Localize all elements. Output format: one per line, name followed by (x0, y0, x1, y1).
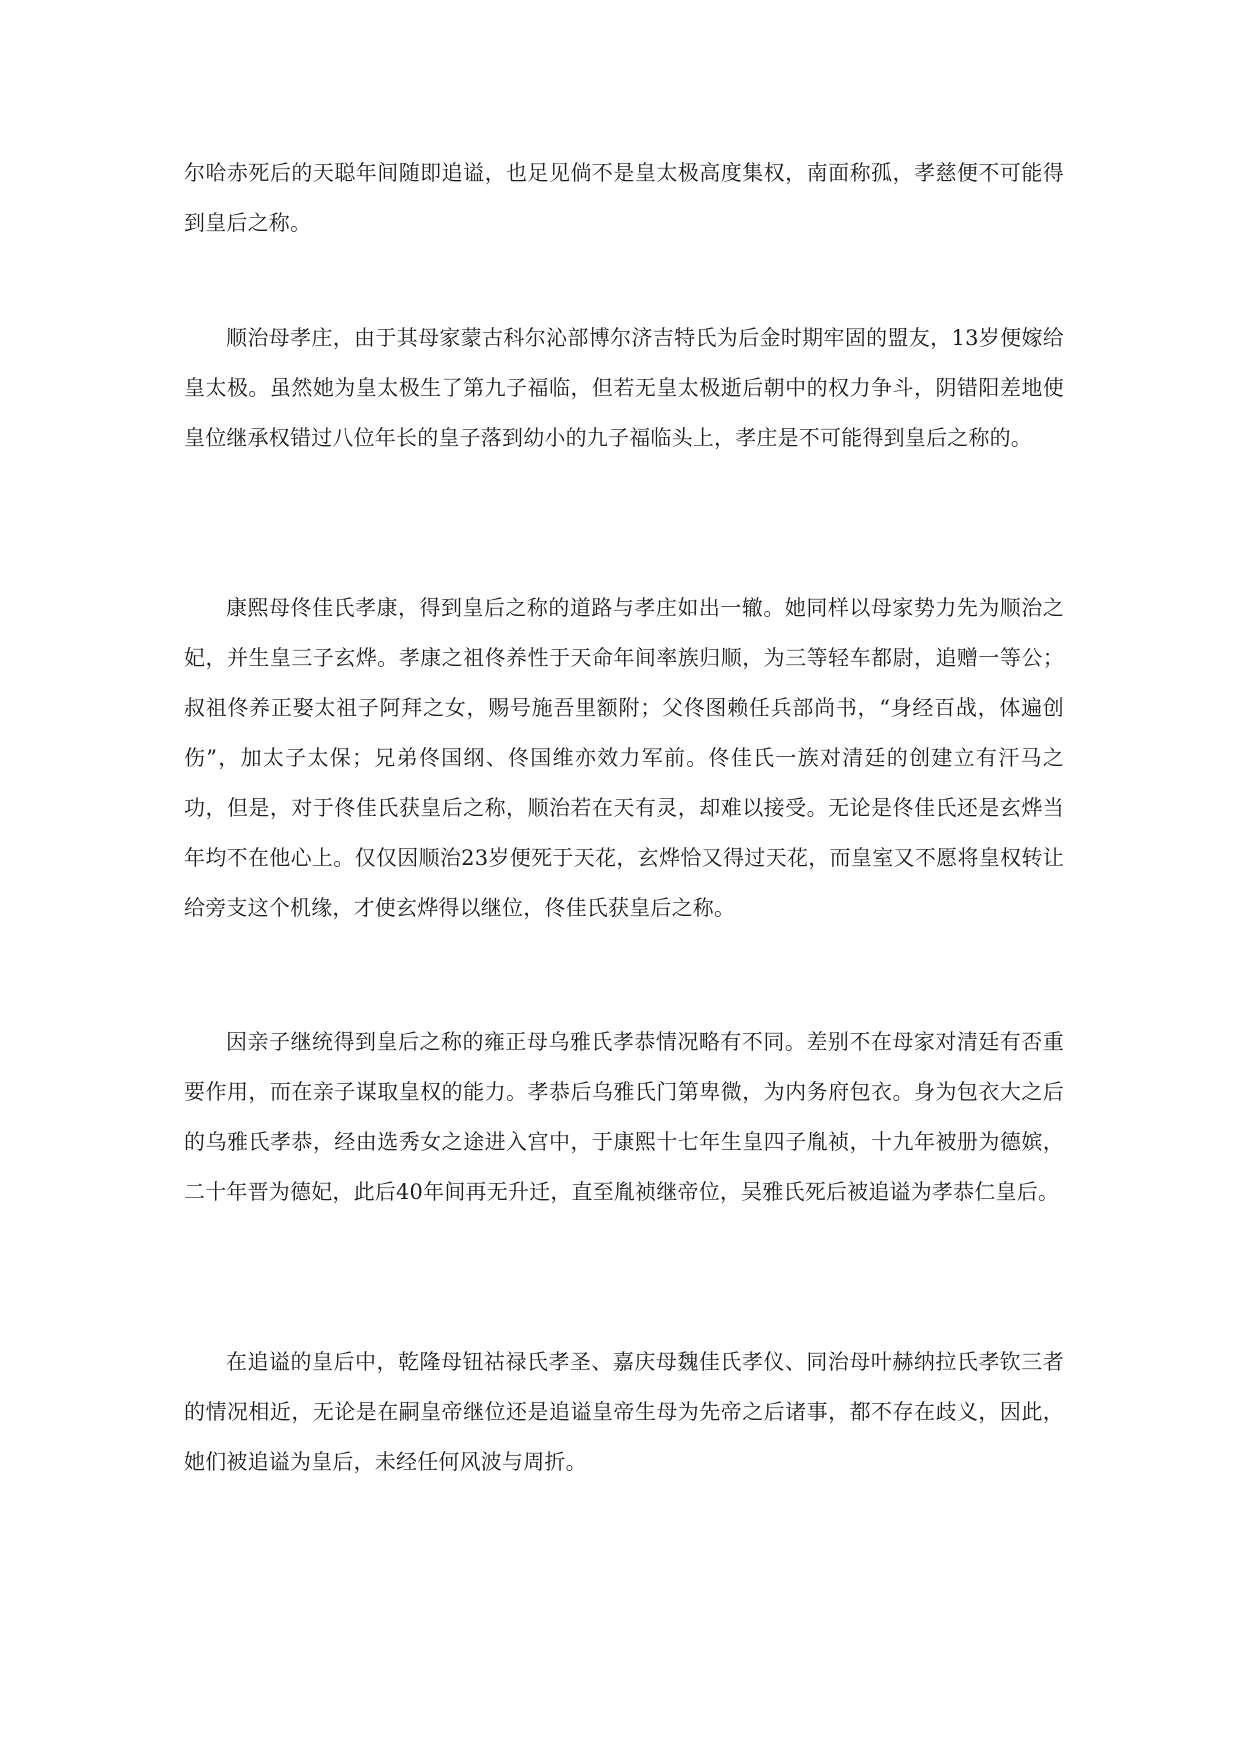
paragraph-kangxi-mother: 康熙母佟佳氏孝康，得到皇后之称的道路与孝庄如出一辙。她同样以母家势力先为顺治之妃，并生皇三子玄烨。孝康之祖佟养性于天命年间率族归顺，为三等轻车都尉，追赠一等公；叔祖佟养正娶太祖子阿拜之女，赐号施吾里额附；父佟图赖任兵部尚书，“身经百战，体遍创伤”，加太子太保；兄弟佟国纲、佟国维亦效力军前。佟佳氏一族对清廷的创建立有汗马之功，但是，对于佟佳氏获皇后之称，顺治若在天有灵，却难以接受。无论是佟佳氏还是玄烨当年均不在他心上。仅仅因顺治23岁便死于天花，玄烨恰又得过天花，而皇室又不愿将皇权转让给旁支这个机缘，才使玄烨得以继位，佟佳氏获皇后之称。 (184, 596, 1064, 920)
paragraph-yongzheng-mother: 因亲子继统得到皇后之称的雍正母乌雅氏孝恭情况略有不同。差别不在母家对清廷有否重要作用，而在亲子谋取皇权的能力。孝恭后乌雅氏门第卑微，为内务府包衣。身为包衣大之后的乌雅氏孝恭，经由选秀女之途进入宫中，于康熙十七年生皇四子胤祯，十九年被册为德嫔，二十年晋为德妃，此后40年间再无升迁，直至胤祯继帝位，吴雅氏死后被追谥为孝恭仁皇后。 (184, 1030, 1064, 1204)
paragraph-shunzhi-mother: 顺治母孝庄，由于其母家蒙古科尔沁部博尔济吉特氏为后金时期牢固的盟友，13岁便嫁给皇太极。虽然她为皇太极生了第九子福临，但若无皇太极逝后朝中的权力争斗，阴错阳差地使皇位继承权错过八位年长的皇子落到幼小的九子福临头上，孝庄是不可能得到皇后之称的。 (184, 326, 1064, 450)
paragraph-continuation: 尔哈赤死后的天聪年间随即追谥，也足见倘不是皇太极高度集权，南面称孤，孝慈便不可能得到皇后之称。 (184, 161, 1064, 235)
paragraph-posthumous-empresses: 在追谥的皇后中，乾隆母钮祜禄氏孝圣、嘉庆母魏佳氏孝仪、同治母叶赫纳拉氏孝钦三者的情况相近，无论是在嗣皇帝继位还是追谥皇帝生母为先帝之后诸事，都不存在歧义，因此，她们被追谥为皇后，未经任何风波与周折。 (184, 1350, 1064, 1474)
